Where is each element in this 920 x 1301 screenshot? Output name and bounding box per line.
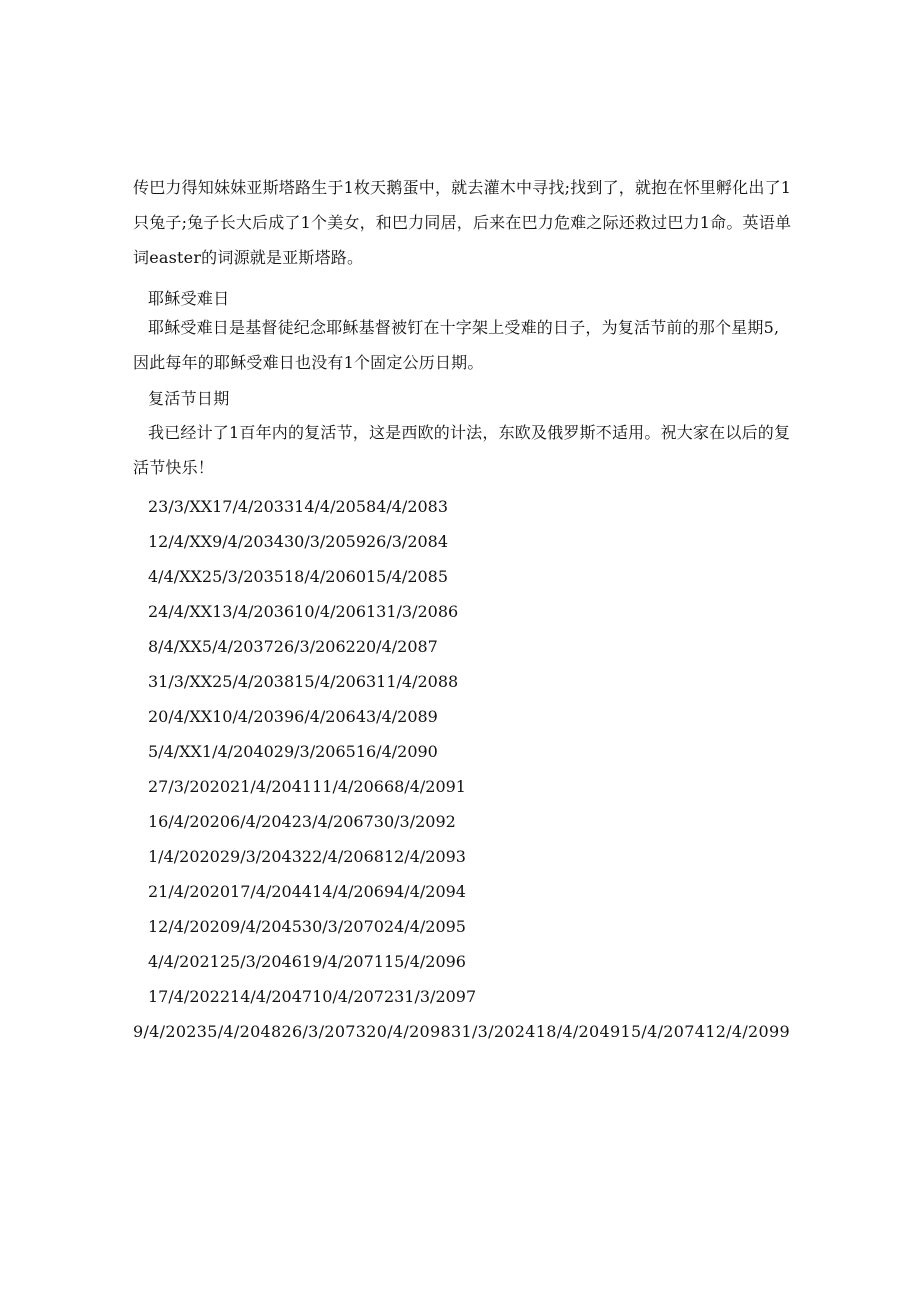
date-row: 24/4/XX13/4/203610/4/206131/3/2086 [148,602,459,621]
good-friday-heading: 耶稣受难日 [148,289,230,308]
date-row: 4/4/202125/3/204619/4/207115/4/2096 [148,952,466,971]
date-row: 17/4/202214/4/204710/4/207231/3/2097 [148,987,477,1006]
date-row: 12/4/20209/4/204530/3/207024/4/2095 [148,917,466,936]
date-row: 20/4/XX10/4/20396/4/20643/4/2089 [148,707,438,726]
easter-dates-intro: 我已经计了1百年内的复活节，这是西欧的计法，东欧及俄罗斯不适用。祝大家在以后的复活节快乐！ [133,423,791,477]
date-row: 4/4/XX25/3/203518/4/206015/4/2085 [148,567,449,586]
date-row: 16/4/20206/4/20423/4/206730/3/2092 [148,812,456,831]
date-row: 23/3/XX17/4/203314/4/20584/4/2083 [148,497,449,516]
date-row: 21/4/202017/4/204414/4/20694/4/2094 [148,882,466,901]
date-row: 31/3/XX25/4/203815/4/206311/4/2088 [148,672,459,691]
date-row: 12/4/XX9/4/203430/3/205926/3/2084 [148,532,449,551]
date-row: 1/4/202029/3/204322/4/206812/4/2093 [148,847,466,866]
date-row: 8/4/XX5/4/203726/3/206220/4/2087 [148,637,438,656]
easter-dates-heading: 复活节日期 [148,389,230,408]
legend-paragraph: 传巴力得知妹妹亚斯塔路生于1枚天鹅蛋中，就去灌木中寻找;找到了，就抱在怀里孵化出了1只兔子;兔子长大后成了1个美女，和巴力同居，后来在巴力危难之际还救过巴力1命。英语单词easter的词源就是亚斯塔路。 [133,178,792,267]
date-row-last: 9/4/20235/4/204826/3/207320/4/209831/3/202418/4/204915/4/207412/4/2099 [133,1022,790,1041]
date-row: 5/4/XX1/4/204029/3/206516/4/2090 [148,742,438,761]
good-friday-paragraph: 耶稣受难日是基督徒纪念耶稣基督被钉在十字架上受难的日子，为复活节前的那个星期5,因此每年的耶稣受难日也没有1个固定公历日期。 [133,318,780,372]
date-row: 27/3/202021/4/204111/4/20668/4/2091 [148,777,466,796]
